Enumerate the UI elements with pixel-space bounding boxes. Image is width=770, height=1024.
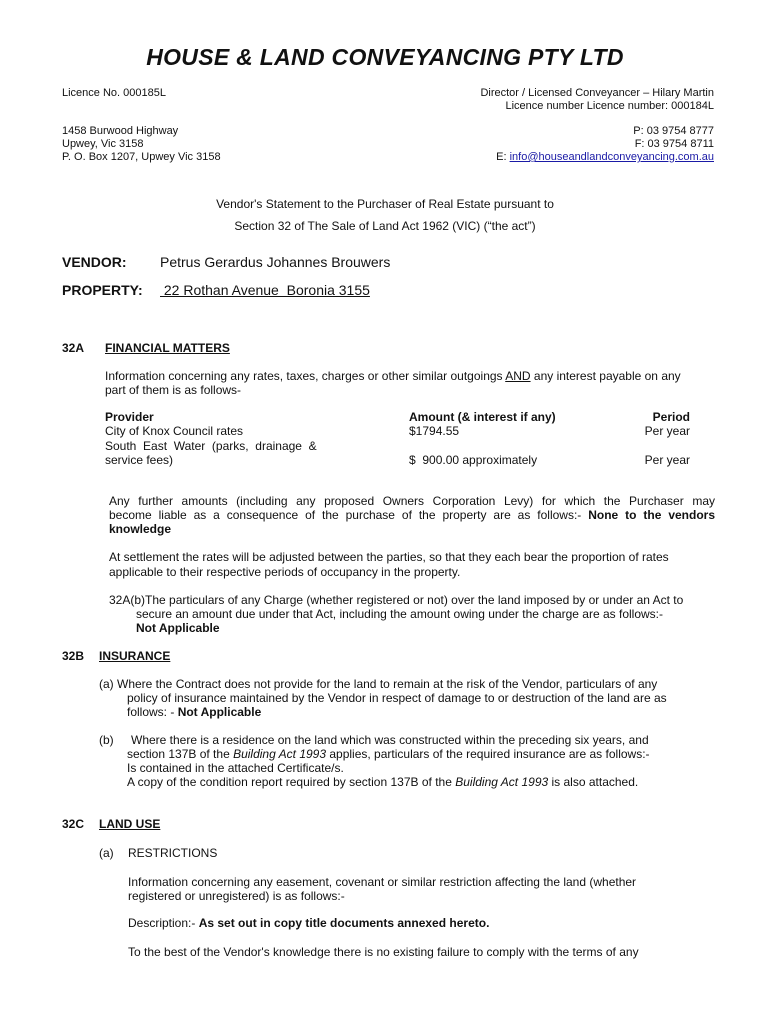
- vendor-label: VENDOR:: [62, 254, 127, 270]
- charge-line-1: 32A(b)The particulars of any Charge (whether registered or not) over the land imposed by or under an Act to: [109, 593, 684, 607]
- company-title: HOUSE & LAND CONVEYANCING PTY LTD: [146, 44, 624, 70]
- settlement-line-2: applicable to their respective periods of occupancy in the property.: [109, 565, 461, 579]
- further-amounts-line-2: become liable as a consequence of the purchase of the property are as follows:- None to the vendors: [109, 508, 716, 522]
- address-line-1: 1458 Burwood Highway: [62, 125, 179, 137]
- insurance-a-line-3: follows: - Not Applicable: [127, 705, 262, 719]
- table-header-period: Period: [652, 410, 690, 424]
- phone-number: P: 03 9754 8777: [633, 125, 714, 137]
- insurance-b-label: (b): [99, 733, 114, 747]
- property-label: PROPERTY:: [62, 282, 143, 298]
- address-line-3: P. O. Box 1207, Upwey Vic 3158: [62, 151, 221, 163]
- section-32b-heading: INSURANCE: [99, 649, 171, 663]
- section-32a-heading: FINANCIAL MATTERS: [105, 341, 230, 355]
- table-row-1-period: Per year: [644, 424, 690, 438]
- vendor-name: Petrus Gerardus Johannes Brouwers: [160, 254, 391, 270]
- section-32b-number: 32B: [62, 649, 85, 663]
- charge-line-3: Not Applicable: [136, 621, 220, 635]
- restriction-info-line-1: Information concerning any easement, covenant or similar restriction affecting the land (whether: [128, 875, 637, 889]
- insurance-a-line-1: (a) Where the Contract does not provide for the land to remain at the risk of the Vendor, particulars of any: [99, 677, 658, 691]
- property-address: 22 Rothan Avenue Boronia 3155: [160, 282, 370, 298]
- land-use-a-label: (a): [99, 846, 114, 860]
- section-32a-number: 32A: [62, 341, 85, 355]
- table-row-2-period: Per year: [644, 453, 690, 467]
- insurance-b-line-3: Is contained in the attached Certificate/s.: [127, 761, 344, 775]
- director-licence: Licence number Licence number: 000184L: [505, 100, 714, 112]
- further-amounts-line-3: knowledge: [109, 522, 172, 536]
- vendor-knowledge-line: To the best of the Vendor's knowledge there is no existing failure to comply with the terms of any: [128, 945, 639, 959]
- table-row-2-provider-line-1: South East Water (parks, drainage &: [105, 439, 317, 453]
- email-line: [496, 151, 714, 164]
- settlement-line-1: At settlement the rates will be adjusted between the parties, so that they each bear the proportion of rates: [109, 550, 669, 564]
- insurance-b-line-4: A copy of the condition report required by section 137B of the Building Act 1993 is also attached.: [127, 775, 639, 789]
- licence-number: Licence No. 000185L: [62, 87, 166, 99]
- fax-number: F: 03 9754 8711: [634, 138, 714, 150]
- email-link[interactable]: info@houseandlandconveyancing.com.au: [509, 151, 714, 163]
- insurance-a-line-2: policy of insurance maintained by the Vendor in respect of damage to or destruction of the land are as: [127, 691, 667, 705]
- restriction-info-line-2: registered or unregistered) is as follows:-: [128, 889, 345, 903]
- restriction-description: Description:- As set out in copy title documents annexed hereto.: [128, 916, 490, 930]
- further-amounts-line-1: Any further amounts (including any proposed Owners Corporation Levy) for which the Purchaser may: [109, 494, 715, 508]
- table-header-amount: Amount (& interest if any): [409, 410, 556, 424]
- statement-line-2: Section 32 of The Sale of Land Act 1962 (VIC) (“the act”): [234, 219, 536, 233]
- table-header-provider: Provider: [105, 410, 154, 424]
- address-line-2: Upwey, Vic 3158: [62, 138, 144, 150]
- table-row-1-amount: $1794.55: [409, 424, 460, 438]
- section-32c-number: 32C: [62, 817, 85, 831]
- insurance-b-line-1: Where there is a residence on the land which was constructed within the preceding six years, and: [131, 733, 649, 747]
- section-32c-heading: LAND USE: [99, 817, 161, 831]
- table-row-2-provider-line-2: service fees): [105, 453, 174, 467]
- table-row-2-amount: $ 900.00 approximately: [409, 453, 538, 467]
- email-prefix: E:: [496, 151, 510, 163]
- land-use-a-title: RESTRICTIONS: [128, 846, 218, 860]
- financial-intro-line-1: Information concerning any rates, taxes, charges or other similar outgoings AND any interest payable on any: [105, 369, 681, 383]
- table-row-1-provider: City of Knox Council rates: [105, 424, 244, 438]
- financial-intro-line-2: part of them is as follows-: [105, 383, 242, 397]
- insurance-b-line-2: section 137B of the Building Act 1993 applies, particulars of the required insurance are as follows:-: [127, 747, 650, 761]
- charge-line-2: secure an amount due under that Act, including the amount owing under the charge are as follows:-: [136, 607, 663, 621]
- statement-line-1: Vendor's Statement to the Purchaser of Real Estate pursuant to: [216, 197, 554, 211]
- director-name: Director / Licensed Conveyancer – Hilary Martin: [480, 87, 714, 99]
